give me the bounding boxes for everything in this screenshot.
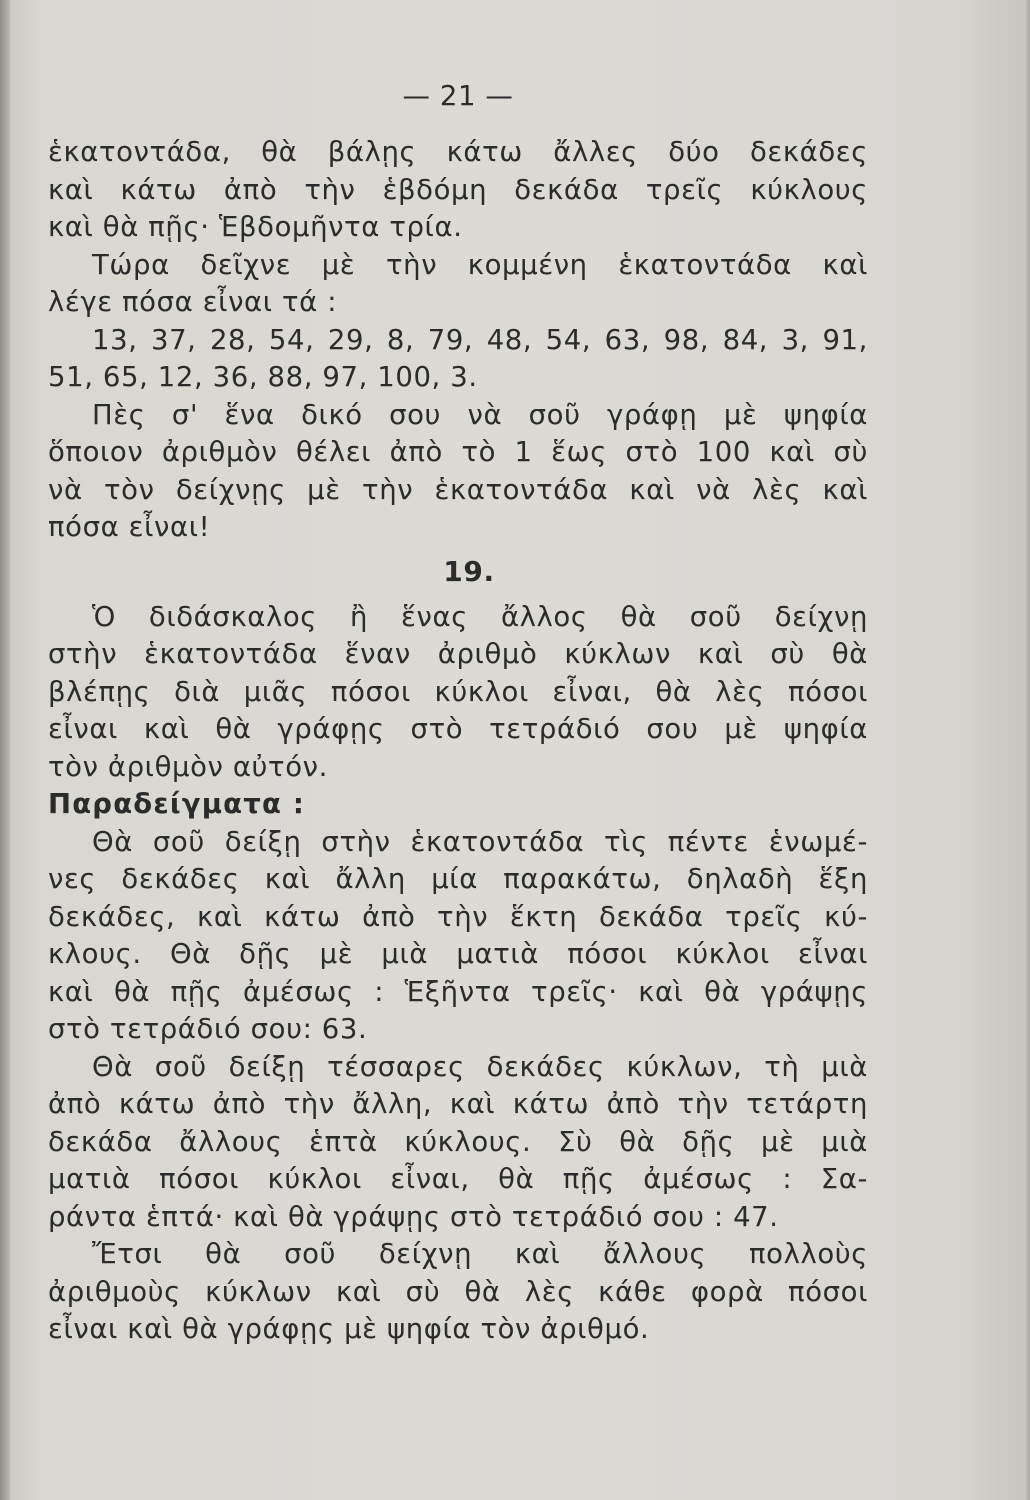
text-line: ματιὰ πόσοι κύκλοι εἶναι, θὰ πῇς ἀμέσως : Σα- (48, 1163, 868, 1195)
text-line: ὅποιον ἀριθμὸν θέλει ἀπὸ τὸ 1 ἕως στὸ 100 καὶ σὺ (48, 436, 868, 468)
text-line: καὶ θὰ πῇς ἀμέσως : Ἑξῆντα τρεῖς· καὶ θὰ γράψῃς (48, 975, 868, 1008)
paragraph-instruction (48, 247, 868, 322)
text-line: ἀριθμοὺς κύκλων καὶ σὺ θὰ λὲς κάθε φορὰ πόσοι (48, 1275, 868, 1308)
text-line: λέγε πόσα εἶναι τά : (48, 286, 338, 318)
paragraph-closing (48, 1236, 868, 1349)
text-line: νὰ τὸν δείχνῃς μὲ τὴν ἑκατοντάδα καὶ νὰ λὲς καὶ (48, 473, 868, 506)
text-line: Θὰ σοῦ δείξῃ τέσσαρες δεκάδες κύκλων, τὴ μιὰ (92, 1050, 868, 1083)
text-line: καὶ θὰ πῇς· Ἑβδομῆντα τρία. (48, 211, 463, 243)
text-line: πόσα εἶναι! (48, 511, 211, 543)
text-line: καὶ κάτω ἀπὸ τὴν ἑβδόμη δεκάδα τρεῖς κύκλους (48, 173, 868, 206)
text-line: δεκάδα ἄλλους ἑπτὰ κύκλους. Σὺ θὰ δῇς μὲ μιὰ (48, 1125, 868, 1158)
text-line: ράντα ἑπτά· καὶ θὰ γράψῃς στὸ τετράδιό σου : 47. (48, 1200, 779, 1233)
text-line: βλέπῃς διὰ μιᾶς πόσοι κύκλοι εἶναι, θὰ λὲς πόσοι (48, 675, 868, 708)
text-line: ἀπὸ κάτω ἀπὸ τὴν ἄλλη, καὶ κάτω ἀπὸ τὴν τετάρτη (48, 1088, 868, 1120)
number-line: 13, 37, 28, 54, 29, 8, 79, 48, 54, 63, 98, 84, 3, 91, (92, 323, 868, 356)
paragraph-example-one (48, 824, 868, 1049)
text-line: τὸν ἀριθμὸν αὐτόν. (48, 750, 328, 783)
paragraph-section-intro (48, 599, 868, 787)
page-number: — 21 — (402, 80, 514, 112)
text-line: κλους. Θὰ δῇς μὲ μιὰ ματιὰ πόσοι κύκλοι εἶναι (48, 938, 868, 970)
number-line: 51, 65, 12, 36, 88, 97, 100, 3. (48, 361, 478, 393)
text-line: στὸ τετράδιό σου: 63. (48, 1013, 368, 1045)
section-number: 19. (443, 554, 495, 588)
paragraph-example-two (48, 1049, 868, 1237)
text-line: Τώρα δεῖχνε μὲ τὴν κομμένη ἑκατοντάδα καὶ (92, 248, 868, 281)
text-line: ἑκατοντάδα, θὰ βάλῃς κάτω ἄλλες δύο δεκάδες (48, 136, 868, 168)
page-edge-shadow (1024, 0, 1030, 1500)
text-line: Πὲς σ' ἕνα δικό σου νὰ σοῦ γράφῃ μὲ ψηφία (92, 398, 868, 431)
page-spine-shadow (0, 0, 10, 1500)
text-line: Ὁ διδάσκαλος ἢ ἕνας ἄλλος θὰ σοῦ δείχνῃ (92, 600, 868, 633)
paragraph-continuation (48, 134, 868, 247)
paragraph-exercise (48, 397, 868, 547)
text-line: Θὰ σοῦ δείξῃ στὴν ἑκατοντάδα τὶς πέντε ἑνωμέ- (92, 825, 868, 858)
text-line: Ἔτσι θὰ σοῦ δείχνῃ καὶ ἄλλους πολλοὺς (92, 1238, 868, 1270)
text-line: δεκάδες, καὶ κάτω ἀπὸ τὴν ἕκτη δεκάδα τρεῖς κύ- (48, 900, 868, 933)
number-list (48, 322, 868, 397)
examples-label: Παραδείγματα : (48, 788, 306, 820)
text-line: εἶναι καὶ θὰ γράφῃς μὲ ψηφία τὸν ἀριθμό. (48, 1313, 650, 1345)
text-line: νες δεκάδες καὶ ἄλλη μία παρακάτω, δηλαδὴ ἕξη (48, 863, 868, 895)
text-line: στὴν ἑκατοντάδα ἕναν ἀριθμὸ κύκλων καὶ σὺ θὰ (48, 638, 868, 670)
text-line: εἶναι καὶ θὰ γράφῃς στὸ τετράδιό σου μὲ ψηφία (48, 713, 868, 745)
page-text (48, 74, 868, 1349)
